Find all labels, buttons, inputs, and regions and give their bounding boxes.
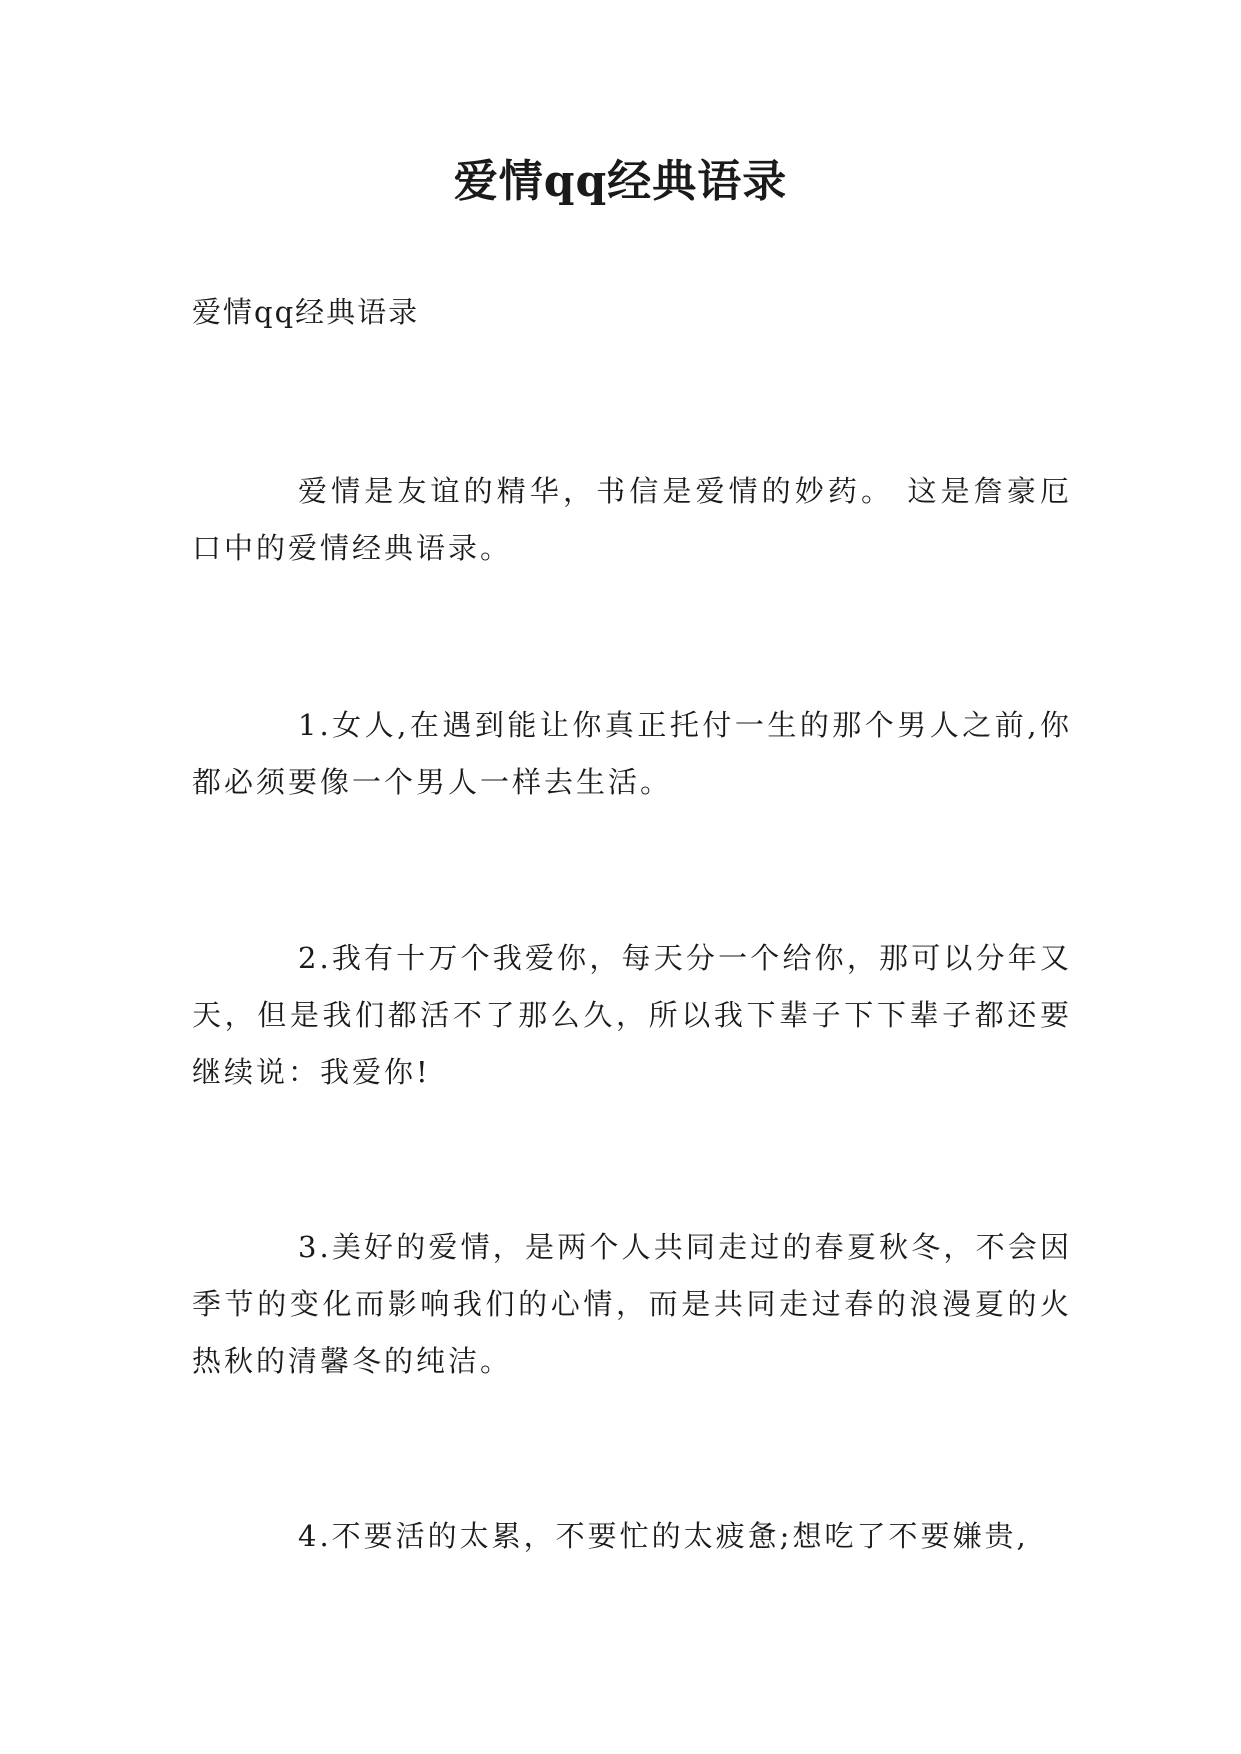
paragraph-quote-2: 2.我有十万个我爱你，每天分一个给你，那可以分年又天，但是我们都活不了那么久，所以我下辈子下下辈子都还要继续说：我爱你! [192, 941, 1072, 1089]
paragraph-quote-1: 1.女人,在遇到能让你真正托付一生的那个男人之前,你都必须要像一个男人一样去生活。 [192, 708, 1072, 799]
paragraph-quote-4: 4.不要活的太累，不要忙的太疲惫;想吃了不要嫌贵, [298, 1519, 1029, 1553]
paragraph-quote-3: 3.美好的爱情，是两个人共同走过的春夏秋冬，不会因季节的变化而影响我们的心情，而是共同走过春的浪漫夏的火热秋的清馨冬的纯洁。 [192, 1230, 1072, 1378]
document-subtitle: 爱情qq经典语录 [192, 295, 420, 329]
document-title: 爱情qq经典语录 [453, 156, 788, 207]
paragraph-intro: 爱情是友谊的精华，书信是爱情的妙药。 这是詹豪厄口中的爱情经典语录。 [192, 474, 1072, 565]
